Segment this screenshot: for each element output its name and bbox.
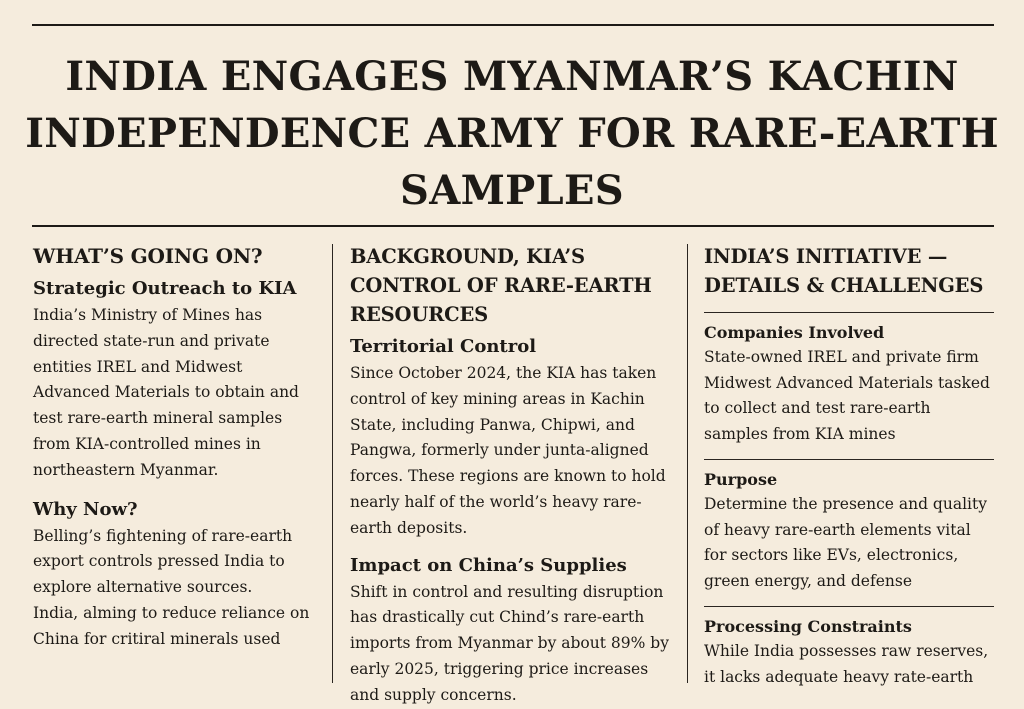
- column-background: [350, 242, 675, 704]
- column-divider-1: [332, 244, 333, 683]
- headline-bottom-rule: [32, 225, 994, 227]
- body-strategic-outreach: India’s Ministry of Mines has directed state-run and private entities IREL and Midwest Advanced Materials to obtain and test rare-earth mineral samples from KIA-controlled mines in northeastern Myanmar.: [33, 306, 299, 479]
- section-divider: [704, 606, 994, 607]
- top-rule: [32, 24, 994, 26]
- subheading-why-now: Why Now?: [33, 498, 138, 520]
- body-impact-on-china: Shift in control and resulting disruption has drastically cut Chind’s rare-earth imports from Myanmar by about 89% by early 2025, triggering price increases and supply concerns.: [350, 582, 669, 704]
- body-processing-constraints: While India possesses raw reserves, it lacks adequate heavy rate-earth: [704, 642, 989, 686]
- body-companies-involved: State-owned IREL and private firm Midwest Advanced Materials tasked to collect and test rare-earth samples from KIA mines: [704, 348, 990, 443]
- column-india-initiative: [704, 242, 994, 686]
- section-divider: [704, 459, 994, 460]
- headline: INDIA ENGAGES MYANMAR’S KACHIN INDEPENDENCE ARMY FOR RARE-EARTH SAMPLES: [25, 53, 999, 214]
- section-heading: WHAT’S GOING ON?: [33, 244, 263, 268]
- section-heading: BACKGROUND, KIA’S CONTROL OF RARE-EARTH RESOURCES: [350, 245, 652, 326]
- body-why-now-2: India, alming to reduce reliance on China for critiral minerals used: [33, 603, 310, 648]
- body-why-now-1: Belling’s fightening of rare-earth export controls pressed India to explore alternative sources.: [33, 526, 293, 597]
- section-heading: INDIA’S INITIATIVE — DETAILS & CHALLENGES: [704, 245, 984, 297]
- subheading-purpose: Purpose: [704, 470, 778, 489]
- body-purpose: Determine the presence and quality of heavy rare-earth elements vital for sectors like EVs, electronics, green energy, and defense: [704, 495, 987, 590]
- subheading-territorial-control: Territorial Control: [350, 336, 537, 357]
- subheading-processing-constraints: Processing Constraints: [704, 617, 912, 636]
- subheading-companies-involved: Companies Involved: [704, 323, 885, 342]
- column-whats-going-on: [33, 242, 323, 683]
- section-divider: [704, 312, 994, 313]
- subheading-strategic-outreach: Strategic Outreach to KIA: [33, 278, 297, 299]
- subheading-impact-on-china: Impact on China’s Supplies: [350, 554, 627, 576]
- column-divider-2: [687, 244, 688, 683]
- body-territorial-control: Since October 2024, the KIA has taken control of key mining areas in Kachin State, including Panwa, Chipwi, and Pangwa, formerly under junta-aligned forces. These regions are known to hold nearly half of the world’s heavy rare-earth deposits.: [350, 364, 666, 537]
